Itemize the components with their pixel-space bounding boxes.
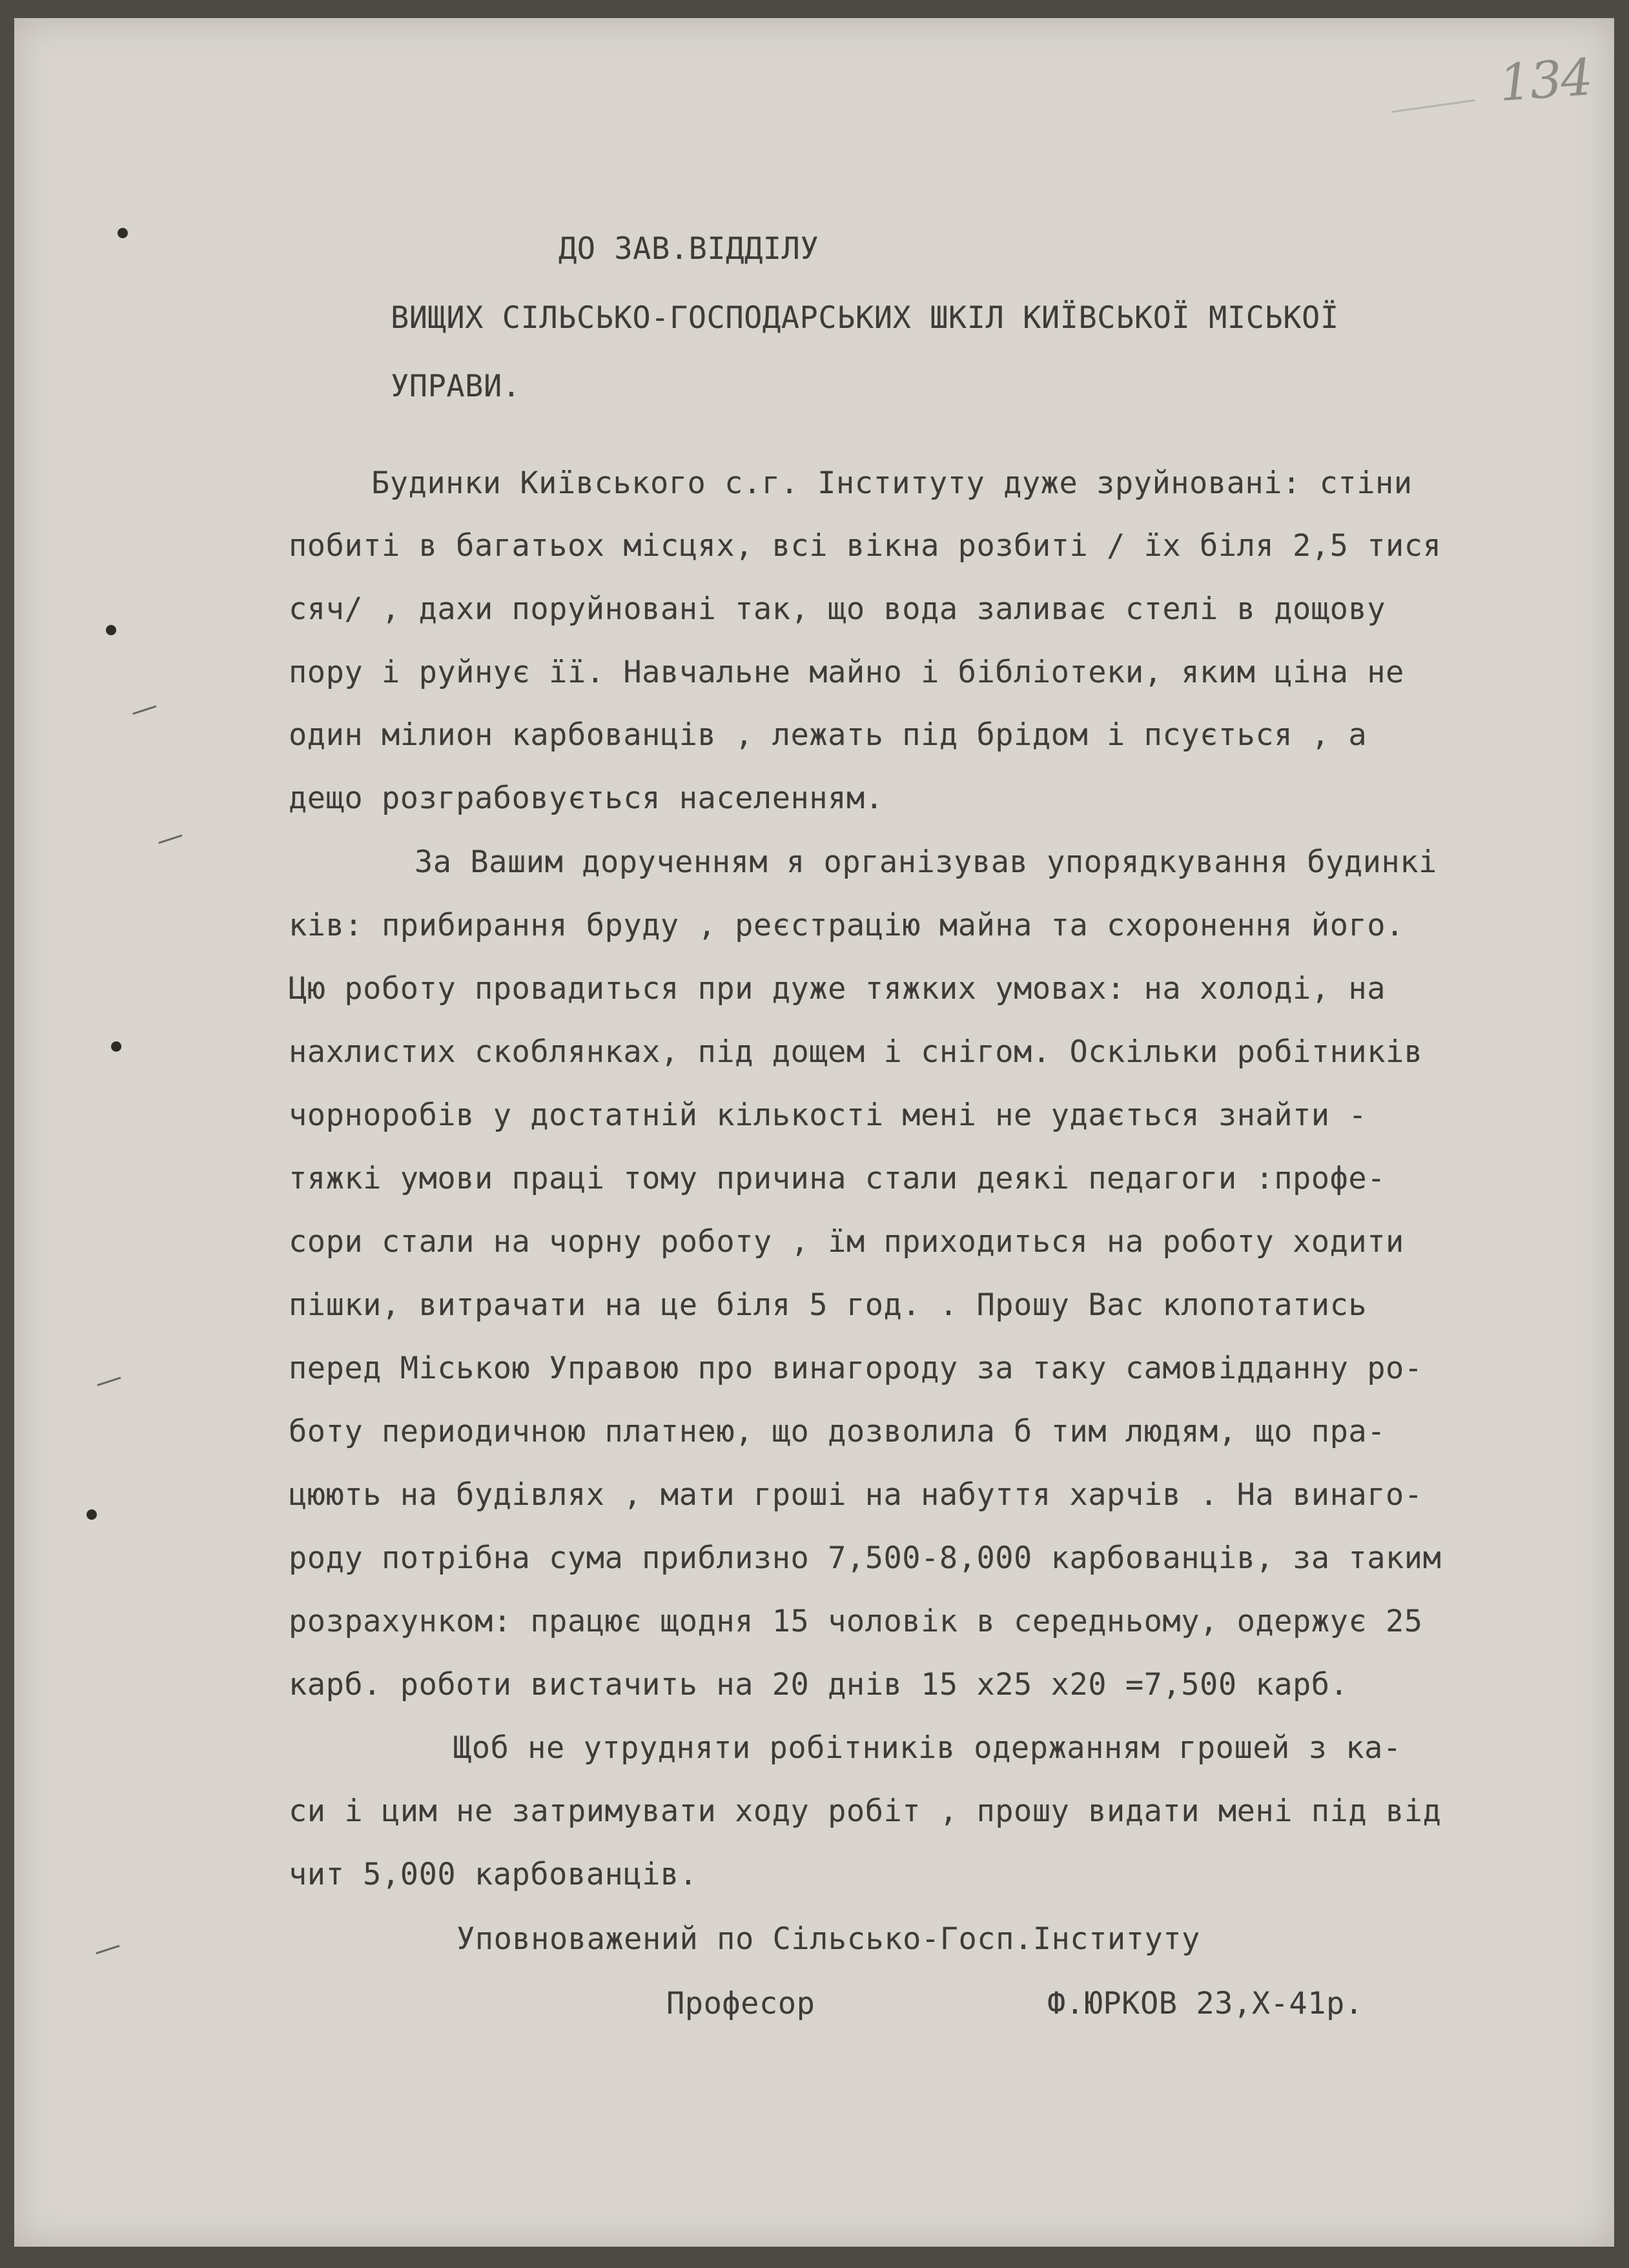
body-line: роду потрібна сума приблизно 7,500-8,000 карбованців, за таким	[289, 1540, 1442, 1576]
body-line: цюють на будівлях , мати гроші на набуття харчів . На винаго-	[289, 1477, 1423, 1513]
addressee-line-3: УПРАВИ.	[391, 369, 521, 404]
body-line: сяч/ , дахи поруйновані так, що вода заливає стелі в дощову	[289, 591, 1386, 627]
body-line: пішки, витрачати на це біля 5 год. . Прошу Вас клопотатись	[289, 1287, 1368, 1323]
body-line: За Вашим дорученням я організував упорядкування будинкі	[415, 844, 1437, 880]
body-line: чорноробів у достатній кількості мені не удається знайти -	[289, 1098, 1368, 1133]
body-line: си і цим не затримувати ходу робіт , прошу видати мені під від	[289, 1793, 1442, 1829]
binding-hole	[87, 1509, 97, 1520]
addressee-line-2: ВИЩИХ СІЛЬСЬКО-ГОСПОДАРСЬКИХ ШКІЛ КИЇВСЬКОЇ МІСЬКОЇ	[391, 300, 1339, 336]
body-line: дещо розграбовується населенням.	[289, 781, 884, 816]
body-line: ків: прибирання бруду , реєстрацію майна та схоронення його.	[289, 908, 1404, 943]
binding-hole	[111, 1041, 121, 1052]
body-line: сори стали на чорну роботу , їм приходиться на роботу ходити	[289, 1224, 1404, 1260]
archive-page-number: 134	[1497, 48, 1593, 113]
body-line: чит 5,000 карбованців.	[289, 1857, 698, 1892]
body-line: боту периодичною платнею, що дозволила б тим людям, що пра-	[289, 1414, 1386, 1449]
binding-mark	[132, 706, 159, 724]
body-line: карб. роботи вистачить на 20 днів 15 х25 х20 =7,500 карб.	[289, 1667, 1349, 1702]
signature-title: Професор	[666, 1986, 815, 2021]
binding-hole	[118, 228, 128, 238]
document-page	[14, 18, 1614, 2247]
binding-mark	[97, 1377, 123, 1395]
body-line: перед Міською Управою про винагороду за таку самовідданну ро-	[289, 1351, 1423, 1386]
body-line: Будинки Київського с.г. Інституту дуже зруйновані: стіни	[371, 465, 1413, 501]
body-line: Щоб не утрудняти робітників одержанням грошей з ка-	[453, 1730, 1402, 1766]
body-line: пору і руйнує її. Навчальне майно і бібліотеки, яким ціна не	[289, 655, 1404, 690]
pencil-mark	[1388, 67, 1475, 113]
addressee-line-1: ДО ЗАВ.ВІДДІЛУ	[558, 231, 819, 267]
binding-mark	[96, 1945, 122, 1963]
body-line: розрахунком: працює щодня 15 чоловік в середньому, одержує 25	[289, 1604, 1423, 1639]
body-line: тяжкі умови праці тому причина стали деякі педагоги :профе-	[289, 1161, 1386, 1196]
signature-name-date: Ф.ЮРКОВ 23,Х-41р.	[1047, 1986, 1364, 2021]
body-line: нахлистих скоблянках, під дощем і снігом. Оскільки робітників	[289, 1034, 1423, 1070]
binding-hole	[106, 625, 116, 635]
body-line: Цю роботу провадиться при дуже тяжких умовах: на холоді, на	[289, 971, 1386, 1006]
body-line: один мілион карбованців , лежать під брідом і псується , а	[289, 717, 1368, 753]
body-line: побиті в багатьох місцях, всі вікна розбиті / їх біля 2,5 тися	[289, 528, 1442, 564]
binding-mark	[158, 835, 185, 853]
signature-position: Уповноважений по Сільсько-Госп.Інституту	[456, 1921, 1200, 1957]
